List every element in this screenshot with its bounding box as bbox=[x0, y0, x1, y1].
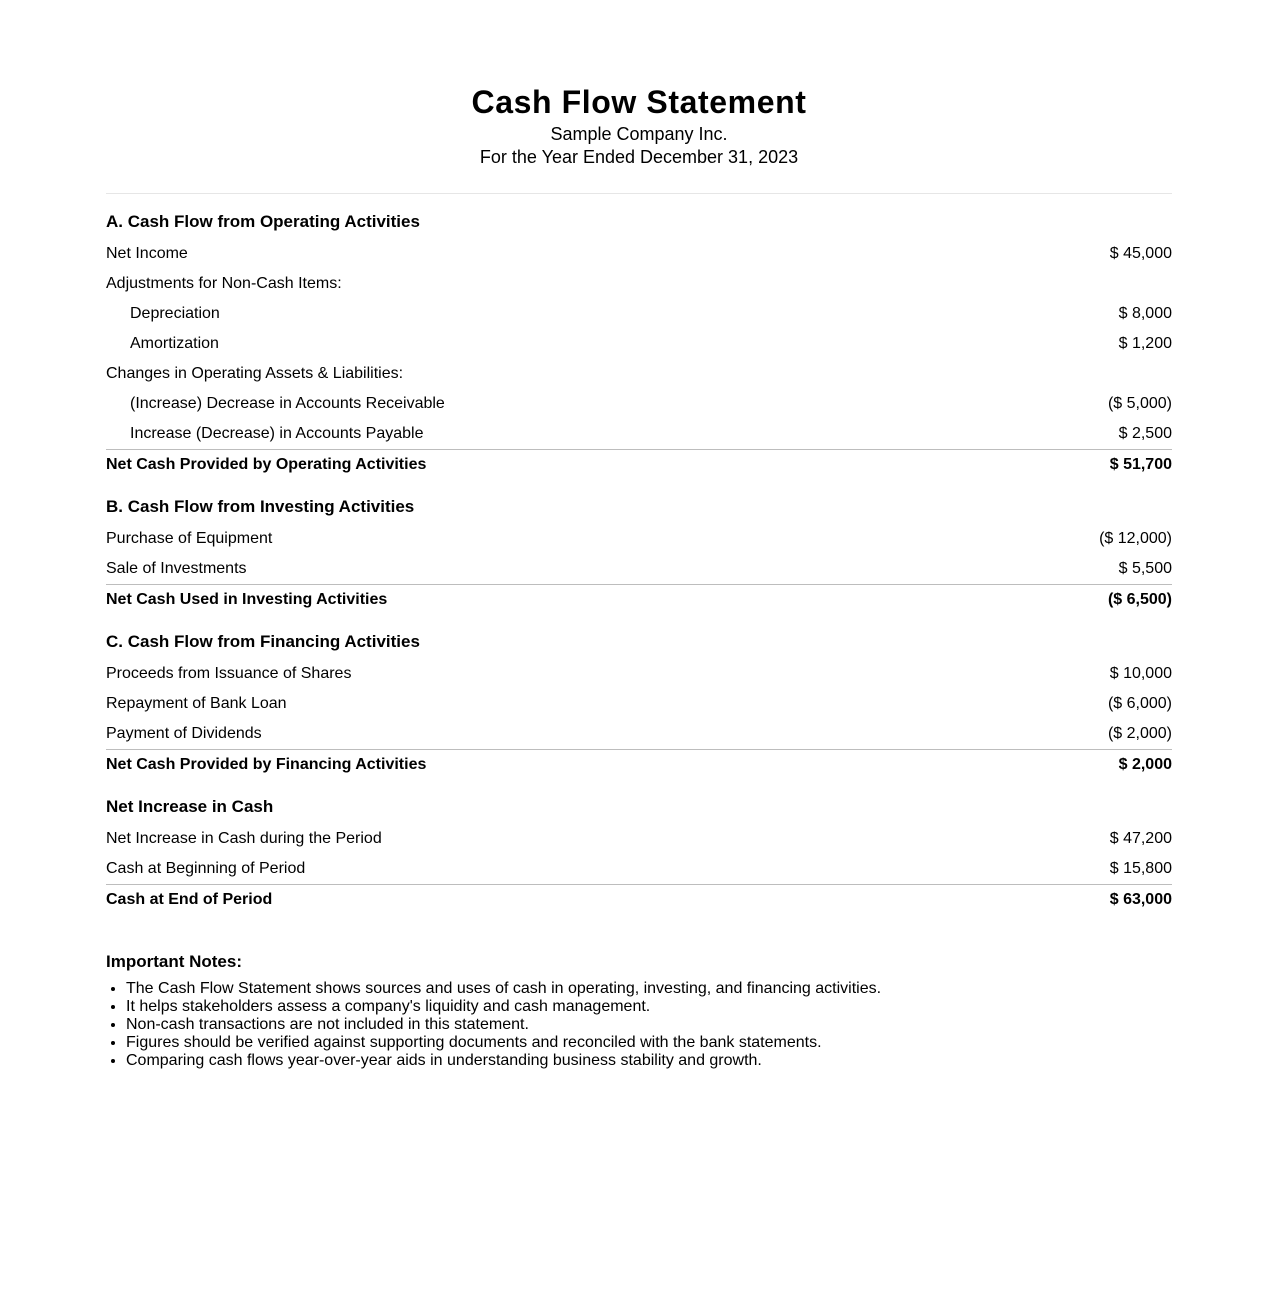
row-label: Adjustments for Non-Cash Items: bbox=[106, 275, 342, 292]
list-item: • Non-cash transactions are not included in this statement. bbox=[126, 1016, 1172, 1034]
section-spacer bbox=[106, 615, 1172, 629]
section-spacer bbox=[106, 480, 1172, 494]
company-name: Sample Company Inc. bbox=[550, 124, 728, 144]
list-item: • Comparing cash flows year-over-year aids in understanding business stability and growth. bbox=[126, 1052, 1172, 1070]
row-label: Repayment of Bank Loan bbox=[106, 695, 287, 712]
operating-section bbox=[106, 209, 1172, 480]
row-label: Depreciation bbox=[130, 305, 220, 322]
total-label: Net Cash Used in Investing Activities bbox=[106, 591, 388, 608]
dividends-row bbox=[106, 719, 1172, 749]
reporting-period: For the Year Ended December 31, 2023 bbox=[479, 147, 799, 167]
row-label: Payment of Dividends bbox=[106, 725, 262, 742]
depreciation-row bbox=[106, 299, 1172, 329]
notes-list bbox=[106, 980, 1172, 1070]
total-label: Net Cash Provided by Operating Activities bbox=[106, 456, 427, 473]
total-amount: $ 63,000 bbox=[1109, 891, 1172, 908]
total-amount: $ 51,700 bbox=[1109, 456, 1172, 473]
total-amount: $ 2,000 bbox=[1118, 756, 1172, 773]
operating-heading: A. Cash Flow from Operating Activities bbox=[106, 212, 420, 231]
row-label: Cash at Beginning of Period bbox=[106, 860, 306, 877]
shares-row bbox=[106, 659, 1172, 689]
header-divider bbox=[106, 193, 1172, 194]
row-label: Amortization bbox=[130, 335, 219, 352]
row-label: Changes in Operating Assets & Liabilities: bbox=[106, 365, 404, 382]
row-label: Purchase of Equipment bbox=[106, 530, 273, 547]
row-amount: ($ 12,000) bbox=[1099, 530, 1172, 547]
list-item: • It helps stakeholders assess a company's liquidity and cash management. bbox=[126, 998, 1172, 1016]
end-cash-row bbox=[106, 884, 1172, 915]
row-amount: $ 1,200 bbox=[1118, 335, 1172, 352]
payable-row bbox=[106, 419, 1172, 449]
row-amount: $ 2,500 bbox=[1118, 425, 1172, 442]
row-amount: $ 47,200 bbox=[1109, 830, 1172, 847]
net-increase-section bbox=[106, 794, 1172, 915]
investing-heading: B. Cash Flow from Investing Activities bbox=[106, 497, 415, 516]
row-amount: $ 5,500 bbox=[1118, 560, 1172, 577]
financing-section bbox=[106, 629, 1172, 780]
list-item: • The Cash Flow Statement shows sources and uses of cash in operating, investing, and financing activities. bbox=[126, 980, 1172, 998]
receivable-row bbox=[106, 389, 1172, 419]
document-header bbox=[106, 0, 1172, 169]
section-spacer bbox=[106, 780, 1172, 794]
investing-total-row bbox=[106, 584, 1172, 615]
row-amount: $ 8,000 bbox=[1118, 305, 1172, 322]
financing-total-row bbox=[106, 749, 1172, 780]
notes-section bbox=[106, 951, 1172, 1070]
beginning-cash-row bbox=[106, 854, 1172, 884]
total-label: Cash at End of Period bbox=[106, 891, 273, 908]
investments-row bbox=[106, 554, 1172, 584]
document-title: Cash Flow Statement bbox=[471, 84, 807, 120]
row-amount: $ 10,000 bbox=[1109, 665, 1172, 682]
row-label: Net Income bbox=[106, 245, 188, 262]
cash-flow-document bbox=[106, 0, 1172, 1070]
row-label: Sale of Investments bbox=[106, 560, 247, 577]
row-label: Net Increase in Cash during the Period bbox=[106, 830, 382, 847]
row-amount: $ 45,000 bbox=[1109, 245, 1172, 262]
list-item: • Figures should be verified against supporting documents and reconciled with the bank statements. bbox=[126, 1034, 1172, 1052]
loan-row bbox=[106, 689, 1172, 719]
net-income-row bbox=[106, 239, 1172, 269]
row-label: Increase (Decrease) in Accounts Payable bbox=[130, 425, 424, 442]
financing-heading: C. Cash Flow from Financing Activities bbox=[106, 632, 420, 651]
row-amount: ($ 6,000) bbox=[1107, 695, 1172, 712]
investing-section bbox=[106, 494, 1172, 615]
row-amount: $ 15,800 bbox=[1109, 860, 1172, 877]
equipment-row bbox=[106, 524, 1172, 554]
period-increase-row bbox=[106, 824, 1172, 854]
adjustments-row bbox=[106, 269, 1172, 299]
changes-row bbox=[106, 359, 1172, 389]
total-amount: ($ 6,500) bbox=[1107, 591, 1172, 608]
amortization-row bbox=[106, 329, 1172, 359]
row-label: (Increase) Decrease in Accounts Receivable bbox=[130, 395, 445, 412]
notes-title: Important Notes: bbox=[106, 952, 242, 971]
total-label: Net Cash Provided by Financing Activities bbox=[106, 756, 427, 773]
row-label: Proceeds from Issuance of Shares bbox=[106, 665, 352, 682]
operating-total-row bbox=[106, 449, 1172, 480]
net-increase-heading: Net Increase in Cash bbox=[106, 797, 274, 816]
row-amount: ($ 5,000) bbox=[1107, 395, 1172, 412]
row-amount: ($ 2,000) bbox=[1107, 725, 1172, 742]
